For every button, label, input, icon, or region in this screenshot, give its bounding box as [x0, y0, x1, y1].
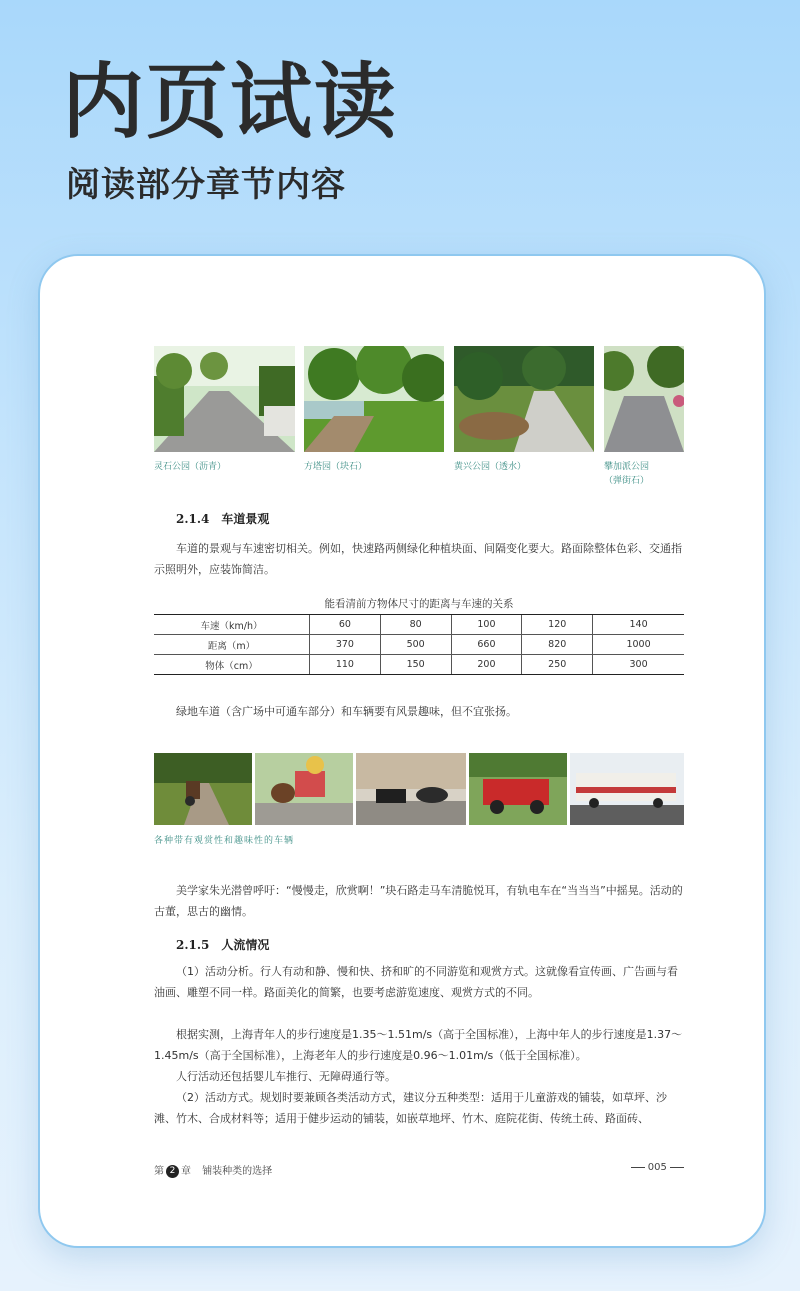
photo-decorated-carriage	[255, 753, 353, 825]
table-cell: 100	[451, 615, 522, 635]
paragraph: （2）活动方式。规划时要兼顾各类活动方式，建议分五种类型：适用于儿童游戏的铺装，如草坪、沙滩、竹木、合成材料等；适用于健步运动的铺装，如嵌草地坪、竹木、庭院花街、传统土砖、路面砖、	[154, 1091, 667, 1125]
table-cell: 250	[522, 655, 593, 675]
photo-horse-carriage-road	[154, 753, 252, 825]
table-cell: 200	[451, 655, 522, 675]
paragraph: 根据实测，上海青年人的步行速度是1.35～1.51m/s（高于全国标准），上海中年人的步行速度是1.37～1.45m/s（高于全国标准），上海老年人的步行速度是0.96～1.01m/s（低于全国标准）。	[154, 1028, 683, 1062]
photo-caption: 攀加派公园	[604, 462, 650, 472]
table-cell: 300	[593, 655, 684, 675]
photo-carriage-building	[356, 753, 466, 825]
paragraph: （1）活动分析。行人有动和静、慢和快、挤和旷的不同游览和观赏方式。这就像看宣传画、广告画与看油画、雕塑不同一样。路面美化的简繁，也要考虑游览速度、观赏方式的不同。	[154, 965, 678, 999]
photo-bus	[570, 753, 684, 825]
section-heading: 2.1.4 车道景观	[176, 512, 270, 526]
table-row	[154, 635, 684, 655]
table-cell: 1000	[593, 635, 684, 655]
table-cell: 660	[451, 635, 522, 655]
photo-pangjiapai-park	[604, 346, 684, 452]
chapter-number-badge: 2	[166, 1165, 179, 1178]
table-cell: 500	[380, 635, 451, 655]
photo-huangxing-park	[454, 346, 594, 452]
photo-caption: 各种带有观赏性和趣味性的车辆	[154, 836, 295, 846]
table-cell: 80	[380, 615, 451, 635]
page-number: 005	[647, 1162, 667, 1173]
speed-distance-table	[154, 614, 684, 675]
photo-caption: 灵石公园（沥青）	[154, 462, 227, 472]
page-number-rule	[670, 1167, 684, 1168]
paragraph: 人行活动还包括婴儿车推行、无障碍通行等。	[176, 1070, 396, 1083]
table-cell: 110	[310, 655, 381, 675]
photo-caption: （弹街石）	[604, 476, 650, 486]
page-footer	[154, 1162, 684, 1178]
page-number-wrap	[631, 1162, 684, 1173]
table-row	[154, 655, 684, 675]
table-cell: 车速（km/h）	[154, 615, 310, 635]
table-row	[154, 615, 684, 635]
paragraph: 车道的景观与车速密切相关。例如，快速路两侧绿化种植块面、间隔变化要大。路面除整体色彩、交通指示照明外，应装饰简洁。	[154, 542, 682, 576]
page-title: 内页试读	[62, 55, 399, 150]
photo-fangta-park	[304, 346, 444, 452]
table-cell: 距离（m）	[154, 635, 310, 655]
table-cell: 370	[310, 635, 381, 655]
table-cell: 60	[310, 615, 381, 635]
table-cell: 150	[380, 655, 451, 675]
photo-caption: 黄兴公园（透水）	[454, 462, 527, 472]
table-cell: 140	[593, 615, 684, 635]
book-page-card	[38, 254, 766, 1248]
paragraph: 绿地车道（含广场中可通车部分）和车辆要有风景趣味，但不宜张扬。	[176, 705, 517, 718]
page-subtitle: 阅读部分章节内容	[66, 165, 346, 205]
chapter-prefix: 第	[154, 1166, 164, 1177]
table-title: 能看清前方物体尺寸的距离与车速的关系	[324, 598, 514, 610]
photo-caption: 方塔园（块石）	[304, 462, 368, 472]
chapter-title: 铺装种类的选择	[202, 1166, 273, 1177]
photo-lingshi-park	[154, 346, 295, 452]
chapter-suffix: 章	[181, 1166, 191, 1177]
table-cell: 物体（cm）	[154, 655, 310, 675]
paragraph: 美学家朱光潜曾呼吁：“慢慢走，欣赏啊！”块石路走马车清脆悦耳，有轨电车在“当当当”中摇晃。活动的古董，思古的幽情。	[154, 884, 683, 918]
photo-red-truck	[469, 753, 567, 825]
table-cell: 120	[522, 615, 593, 635]
table-cell: 820	[522, 635, 593, 655]
page-number-rule	[631, 1167, 645, 1168]
section-heading: 2.1.5 人流情况	[176, 938, 270, 952]
